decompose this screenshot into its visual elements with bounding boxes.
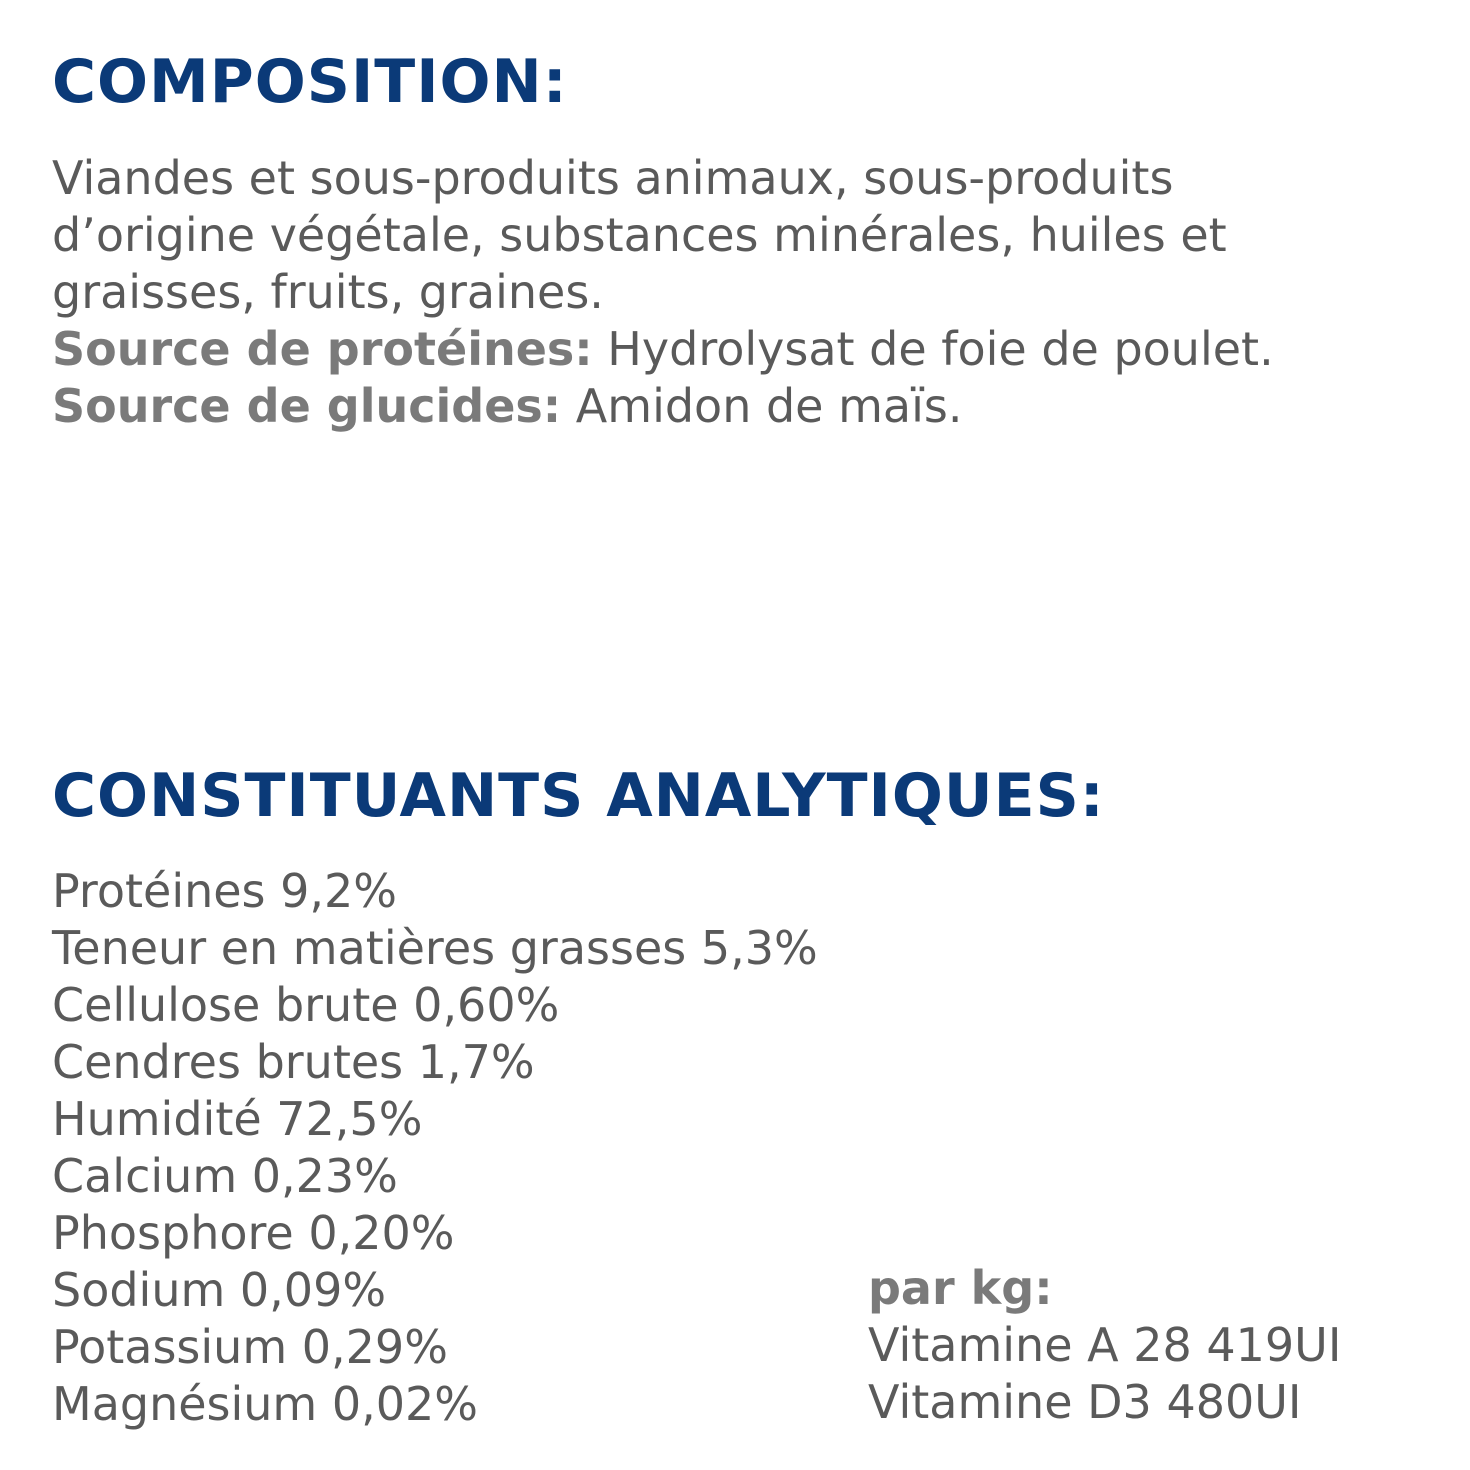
- composition-line: graisses, fruits, graines.: [52, 265, 604, 319]
- protein-source-line: [52, 321, 1452, 378]
- vitamins-block: [868, 1260, 1341, 1431]
- carb-source-value: Amidon de maïs.: [561, 379, 963, 433]
- carb-source-line: [52, 378, 1452, 435]
- constituants-heading: CONSTITUANTS ANALYTIQUES:: [52, 761, 1105, 831]
- protein-source-value: Hydrolysat de foie de poulet.: [592, 322, 1274, 376]
- analytics-list: [52, 863, 818, 1433]
- analytics-item: Phosphore 0,20%: [52, 1206, 455, 1260]
- per-kg-label: par kg:: [868, 1261, 1053, 1315]
- analytics-item: Calcium 0,23%: [52, 1149, 398, 1203]
- analytics-item: Humidité 72,5%: [52, 1092, 423, 1146]
- analytics-item: Cellulose brute 0,60%: [52, 978, 560, 1032]
- composition-line: Viandes et sous-produits animaux, sous-produits: [52, 151, 1174, 205]
- vitamin-item: Vitamine D3 480UI: [868, 1375, 1302, 1429]
- composition-text: [52, 150, 1452, 435]
- analytics-item: Teneur en matières grasses 5,3%: [52, 921, 818, 975]
- composition-line: d’origine végétale, substances minérales, huiles et: [52, 208, 1227, 262]
- analytics-item: Cendres brutes 1,7%: [52, 1035, 535, 1089]
- analytics-item: Protéines 9,2%: [52, 864, 397, 918]
- analytics-item: Sodium 0,09%: [52, 1263, 387, 1317]
- composition-heading: COMPOSITION:: [52, 47, 568, 117]
- protein-source-label: Source de protéines:: [52, 322, 593, 376]
- analytics-item: Magnésium 0,02%: [52, 1377, 478, 1431]
- analytics-item: Potassium 0,29%: [52, 1320, 448, 1374]
- carb-source-label: Source de glucides:: [52, 379, 562, 433]
- vitamin-item: Vitamine A 28 419UI: [868, 1318, 1342, 1372]
